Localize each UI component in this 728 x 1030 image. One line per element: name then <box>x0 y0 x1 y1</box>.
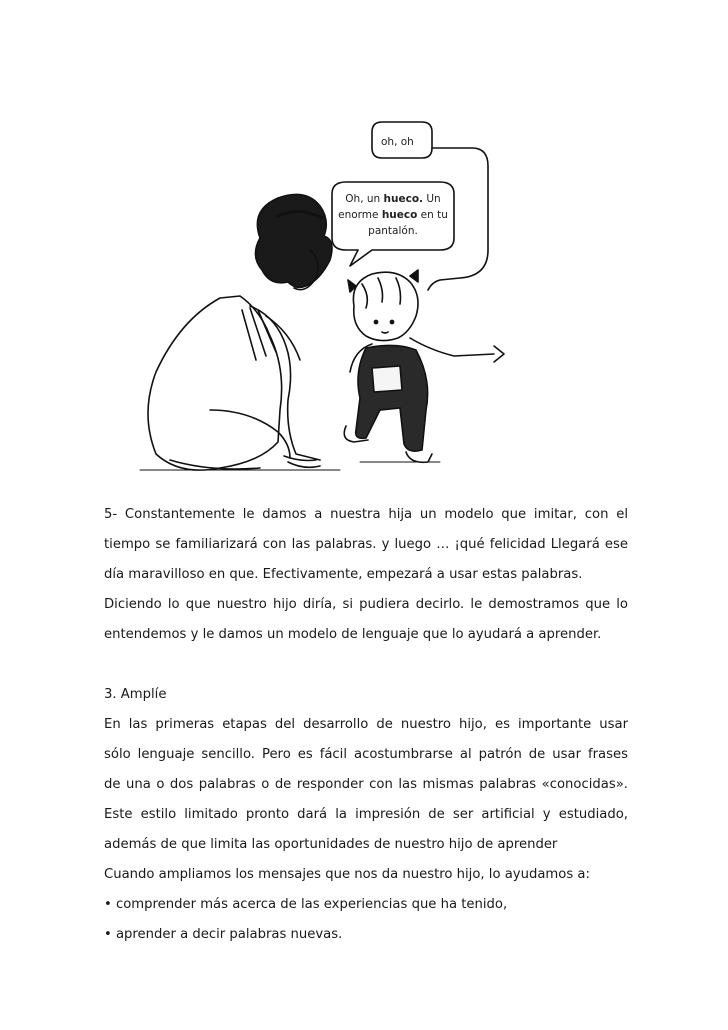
speech-bubble-large-line-2: enorme hueco en tu <box>338 209 448 221</box>
section-heading: 3. Amplíe <box>104 687 167 702</box>
paragraph-3-line-1: En las primeras etapas del desarrollo de nuestro hijo, es importante usar <box>104 717 628 732</box>
bullet-item-2: • aprender a decir palabras nuevas. <box>104 927 343 942</box>
mother-body <box>148 296 282 470</box>
paragraph-1-line-2: tiempo se familiarizará con las palabras. y luego … ¡qué felicidad Llegará ese <box>104 537 628 552</box>
bullet-item-1: • comprender más acerca de las experiencias que ha tenido, <box>104 897 508 912</box>
paragraph-3-line-4: Este estilo limitado pronto dará la impresión de ser artificial y estudiado, <box>104 807 628 822</box>
body-text <box>104 500 628 950</box>
paragraph-3-line-5: además de que limita las oportunidades de nuestro hijo de aprender <box>104 837 558 852</box>
speech-bubble-small-text: oh, oh <box>381 136 414 148</box>
mother-child-illustration <box>110 110 530 490</box>
speech-bubble-large-line-1: Oh, un hueco. Un <box>345 193 441 205</box>
paragraph-1-line-3: día maravilloso en que. Efectivamente, empezará a usar estas palabras. <box>104 567 583 582</box>
child-hair <box>353 272 418 340</box>
child-overalls <box>356 345 428 451</box>
paragraph-1-line-1: 5- Constantemente le damos a nuestra hija un modelo que imitar, con el <box>104 507 628 522</box>
paragraph-2-line-1: Diciendo lo que nuestro hijo diría, si pudiera decirlo. le demostramos que lo <box>104 597 628 612</box>
paragraph-2-line-2: entendemos y le damos un modelo de lenguaje que lo ayudará a aprender. <box>104 627 602 642</box>
speech-bubble-large-line-3: pantalón. <box>368 225 418 237</box>
paragraph-3-line-3: de una o dos palabras o de responder con las mismas palabras «conocidas». <box>104 777 628 792</box>
mother-hair <box>255 194 332 287</box>
paragraph-4: Cuando ampliamos los mensajes que nos da nuestro hijo, lo ayudamos a: <box>104 867 590 882</box>
paragraph-3-line-2: sólo lenguaje sencillo. Pero es fácil acostumbrarse al patrón de usar frases <box>104 747 628 762</box>
